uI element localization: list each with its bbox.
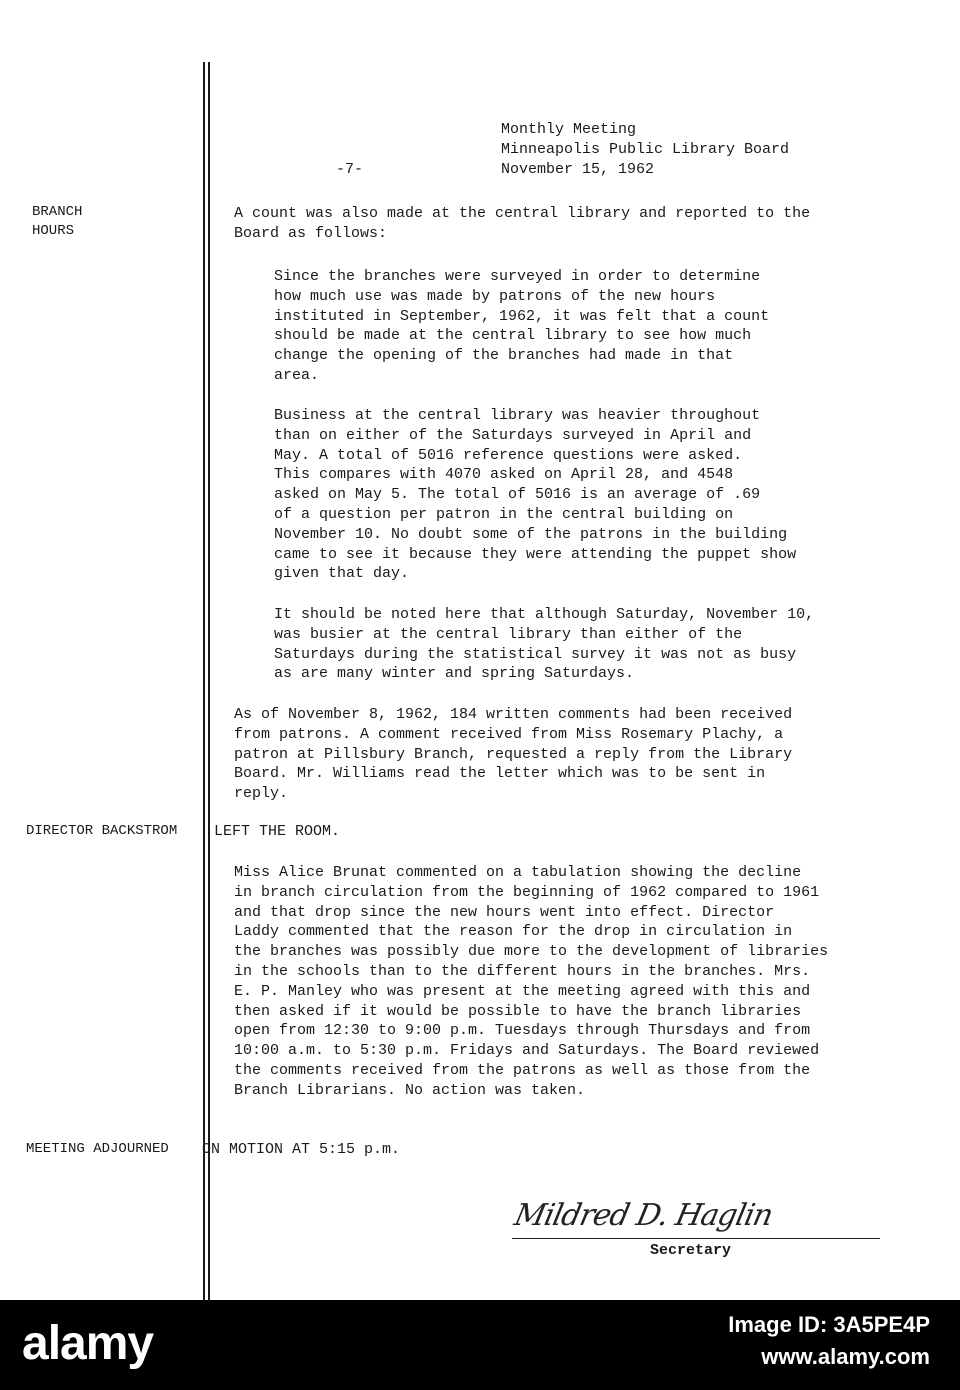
handwritten-signature: Mildred D. Haglin [511,1198,776,1233]
page-number: -7- [336,161,364,178]
quote-paragraph-1: Since the branches were surveyed in order to determine how much use was made by patrons of the new hours instituted in September, 1962, it was felt that a count should be made at the central library to see how much change the opening of the branches had made in that area. [274,268,770,384]
signature-line [512,1238,880,1239]
margin-heading-director: DIRECTOR BACKSTROM [26,823,178,839]
adjourned-text: ON MOTION AT 5:15 p.m. [202,1141,401,1158]
alamy-logo: alamy [22,1317,154,1370]
signature-title: Secretary [650,1242,732,1259]
margin-rule-right [208,62,210,1300]
image-id-label: Image ID: 3A5PE4P [728,1312,930,1337]
comments-paragraph: As of November 8, 1962, 184 written comments had been received from patrons. A comment received from Miss Rosemary Plachy, a patron at Pillsbury Branch, requested a reply from the Library Board. Mr. Williams read the letter which was to be sent in reply. [234,706,793,803]
margin-heading-branch: BRANCH [32,204,83,220]
watermark-footer [0,1300,960,1390]
margin-rule-left [203,62,205,1300]
margin-heading-adjourned: MEETING ADJOURNED [26,1141,169,1157]
director-left-room: LEFT THE ROOM. [214,823,341,840]
quote-paragraph-2: Business at the central library was heavier throughout than on either of the Saturdays surveyed in April and May. A total of 5016 reference questions were asked. This compares with 4070 asked on April 28, and 4548 asked on May 5. The total of 5016 is an average of .69 of a question per patron in the central building on November 10. No doubt some of the patrons in the building came to see it because they were attending the puppet show given that day. [274,407,797,583]
header-date: November 15, 1962 [501,161,655,178]
quote-paragraph-3: It should be noted here that although Saturday, November 10, was busier at the central library than either of the Saturdays during the statistical survey it was not as busy as are many winter and spring Saturdays. [274,606,815,683]
margin-heading-hours: HOURS [32,223,75,239]
header-board: Minneapolis Public Library Board [501,141,790,158]
intro-paragraph: A count was also made at the central library and reported to the Board as follows: [234,205,811,242]
header-title: Monthly Meeting [501,121,637,138]
image-url-label: www.alamy.com [761,1344,930,1369]
brunat-paragraph: Miss Alice Brunat commented on a tabulation showing the decline in branch circulation from the beginning of 1962 compared to 1961 and that drop since the new hours went into effect. Director Laddy commented that the reason for the drop in circulation in the branches was possibly due more to the development of libraries in the schools than to the different hours in the branches. Mrs. E. P. Manley who was present at the meeting agreed with this and then asked if it would be possible to have the branch libraries open from 12:30 to 9:00 p.m. Tuesdays through Thursdays and from 10:00 a.m. to 5:30 p.m. Fridays and Saturdays. The Board reviewed the comments received from the patrons as well as those from the Branch Librarians. No action was taken. [234,864,829,1099]
